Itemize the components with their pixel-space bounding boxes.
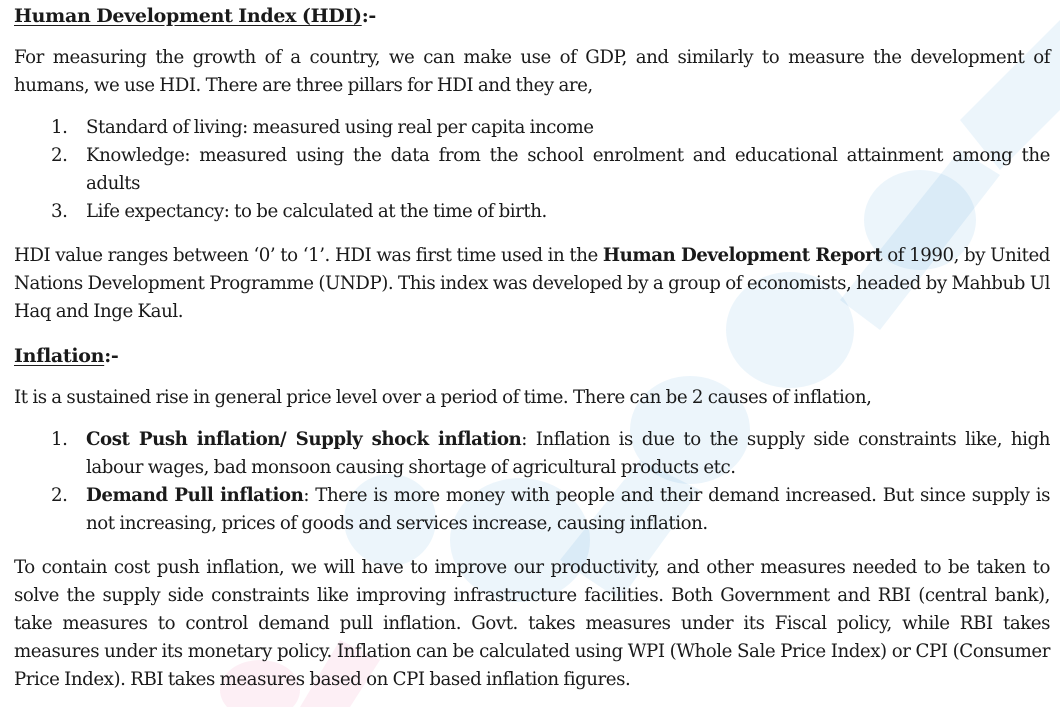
hdi-pillars-list xyxy=(14,114,1050,226)
hdi-heading xyxy=(14,2,1050,30)
cause-title: Cost Push inflation/ Supply shock inflation xyxy=(86,429,522,450)
inflation-closing: To contain cost push inflation, we will have to improve our productivity, and other measures needed to be taken to solve the supply side constraints like improving infrastructure facilities. Both Government and RBI (central bank), take measures to control demand pull inflation. Govt. takes measures under its Fiscal policy, while RBI takes measures under its monetary policy. Inflation can be calculated using WPI (Whole Sale Price Index) or CPI (Consumer Price Index). RBI takes measures based on CPI based inflation figures. xyxy=(14,557,1050,690)
hdi-paragraph-start: HDI value ranges between ‘0’ to ‘1’. HDI was first time used in the xyxy=(14,245,603,266)
list-text: Standard of living: measured using real per capita income xyxy=(86,117,594,138)
hdi-paragraph-end: of 1990, by United Nations Development Programme (UNDP). This index was developed by a group of economists, headed by Mahbub Ul Haq and Inge Kaul. xyxy=(14,245,1050,322)
cause-text: : Inflation is due to the supply side constraints like, high labour wages, bad monsoon causing shortage of agricultural products etc. xyxy=(86,429,1050,478)
list-item xyxy=(14,426,1050,482)
inflation-heading xyxy=(14,342,1050,370)
list-number: 2. xyxy=(51,485,68,506)
cause-text: : There is more money with people and their demand increased. But since supply is not increasing, prices of goods and services increase, causing inflation. xyxy=(86,485,1050,534)
list-number: 3. xyxy=(51,201,68,222)
list-item xyxy=(14,198,1050,226)
hdi-heading-text: Human Development Index (HDI) xyxy=(14,5,362,27)
list-number: 1. xyxy=(51,117,68,138)
list-item xyxy=(14,142,1050,198)
cause-title: Demand Pull inflation xyxy=(86,485,304,506)
hdi-report-name: Human Development Report xyxy=(602,245,883,266)
hdi-heading-suffix: :- xyxy=(361,5,377,27)
list-text: Life expectancy: to be calculated at the time of birth. xyxy=(86,201,547,222)
hdi-paragraph xyxy=(14,242,1050,326)
list-number: 2. xyxy=(51,145,68,166)
list-item xyxy=(14,114,1050,142)
list-item xyxy=(14,482,1050,538)
inflation-heading-text: Inflation xyxy=(14,345,105,367)
inflation-causes-list xyxy=(14,426,1050,538)
list-text: Knowledge: measured using the data from the school enrolment and educational attainment among the adults xyxy=(86,145,1050,194)
inflation-intro: It is a sustained rise in general price level over a period of time. There can be 2 causes of inflation, xyxy=(14,387,872,408)
list-number: 1. xyxy=(51,429,68,450)
inflation-heading-suffix: :- xyxy=(104,345,119,367)
hdi-intro: For measuring the growth of a country, we can make use of GDP, and similarly to measure the development of humans, we use HDI. There are three pillars for HDI and they are, xyxy=(14,47,1050,96)
